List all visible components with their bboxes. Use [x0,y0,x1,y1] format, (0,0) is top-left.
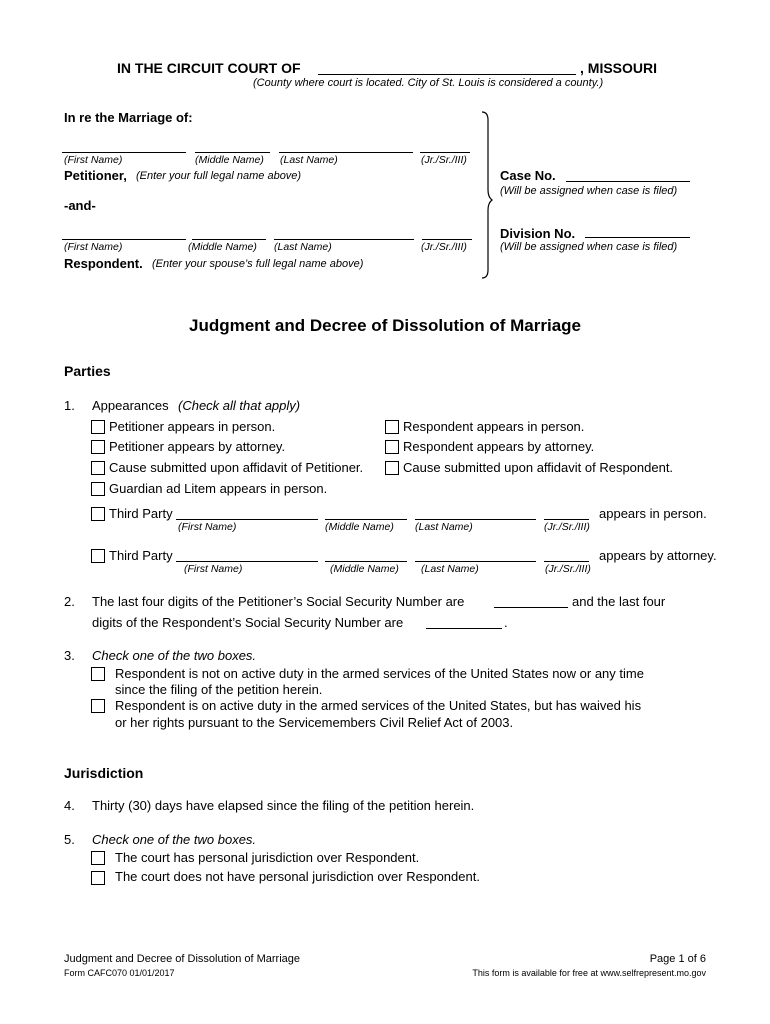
active-duty-waived-text-1: Respondent is on active duty in the armed services of the United States, but has waived his [115,698,642,713]
third-party-2-middle-label: (Middle Name) [330,563,399,575]
respondent-middle-label: (Middle Name) [188,241,257,253]
division-no-field[interactable] [585,237,690,238]
jurisdiction-heading: Jurisdiction [64,765,144,781]
petitioner-suffix-label: (Jr./Sr./III) [421,154,467,166]
appearances-label: Appearances [92,398,169,413]
petitioner-in-person-label: Petitioner appears in person. [109,419,276,434]
personal-jurisdiction-text: The court has personal jurisdiction over Respondent. [115,850,420,865]
appears-by-attorney-text: appears by attorney. [599,548,717,563]
respondent-middle-name-field[interactable] [192,239,266,240]
footer-title: Judgment and Decree of Dissolution of Marriage [64,953,301,965]
item5-number: 5. [64,832,75,847]
item2-period: . [504,615,508,630]
third-party-1-last-name-field[interactable] [415,519,536,520]
petitioner-note: (Enter your full legal name above) [136,170,302,182]
petitioner-middle-label: (Middle Name) [195,154,264,166]
case-no-note: (Will be assigned when case is filed) [500,185,678,197]
no-personal-jurisdiction-text: The court does not have personal jurisdiction over Respondent. [115,869,480,884]
not-active-duty-checkbox[interactable] [91,667,105,681]
third-party-2-suffix-field[interactable] [544,561,589,562]
guardian-ad-litem-checkbox[interactable] [91,482,105,496]
third-party-1-last-label: (Last Name) [415,521,473,533]
and-label: -and- [64,198,96,213]
personal-jurisdiction-checkbox[interactable] [91,851,105,865]
division-no-label: Division No. [500,226,576,241]
third-party-1-suffix-label: (Jr./Sr./III) [544,521,590,533]
item4-number: 4. [64,798,75,813]
respondent-first-label: (First Name) [64,241,123,253]
county-field[interactable] [318,74,576,75]
footer-availability: This form is available for free at www.selfrepresent.mo.gov [472,968,706,978]
third-party-1-first-name-field[interactable] [176,519,318,520]
third-party-2-middle-name-field[interactable] [325,561,407,562]
petitioner-in-person-checkbox[interactable] [91,420,105,434]
petitioner-first-name-field[interactable] [62,152,186,153]
petitioner-label: Petitioner, [64,168,127,183]
petitioner-last-label: (Last Name) [280,154,338,166]
item2-number: 2. [64,594,75,609]
third-party-1-middle-label: (Middle Name) [325,521,394,533]
item2-text-a: The last four digits of the Petitioner’s Social Security Number are [92,594,465,609]
court-label: IN THE CIRCUIT COURT OF [117,60,301,76]
county-note: (County where court is located. City of St. Louis is considered a county.) [253,77,604,89]
respondent-ssn-field[interactable] [426,628,502,629]
respondent-suffix-field[interactable] [422,239,472,240]
petitioner-ssn-field[interactable] [494,607,568,608]
petitioner-first-label: (First Name) [64,154,123,166]
respondent-first-name-field[interactable] [62,239,186,240]
respondent-last-name-field[interactable] [274,239,414,240]
third-party-in-person-label: Third Party [109,506,173,521]
appearances-note: (Check all that apply) [178,398,301,413]
third-party-by-attorney-label: Third Party [109,548,173,563]
petitioner-middle-name-field[interactable] [195,152,270,153]
petitioner-by-attorney-checkbox[interactable] [91,440,105,454]
active-duty-waived-text-2: or her rights pursuant to the Servicemembers Civil Relief Act of 2003. [115,715,514,730]
respondent-in-person-checkbox[interactable] [385,420,399,434]
active-duty-waived-checkbox[interactable] [91,699,105,713]
third-party-2-first-label: (First Name) [184,563,243,575]
item2-text-b: and the last four [572,594,666,609]
case-no-label: Case No. [500,168,556,183]
petitioner-affidavit-checkbox[interactable] [91,461,105,475]
appears-in-person-text: appears in person. [599,506,707,521]
third-party-2-suffix-label: (Jr./Sr./III) [545,563,591,575]
respondent-in-person-label: Respondent appears in person. [403,419,585,434]
item3-instruction: Check one of the two boxes. [92,648,257,663]
petitioner-by-attorney-label: Petitioner appears by attorney. [109,439,286,454]
third-party-2-last-label: (Last Name) [421,563,479,575]
third-party-by-attorney-checkbox[interactable] [91,549,105,563]
petitioner-affidavit-label: Cause submitted upon affidavit of Petitioner. [109,460,364,475]
item3-number: 3. [64,648,75,663]
respondent-last-label: (Last Name) [274,241,332,253]
page-title: Judgment and Decree of Dissolution of Marriage [188,316,581,335]
third-party-1-first-label: (First Name) [178,521,237,533]
state-label: , MISSOURI [580,60,658,76]
item2-text-c: digits of the Respondent’s Social Security Number are [92,615,404,630]
third-party-1-middle-name-field[interactable] [325,519,407,520]
footer-page-number: Page 1 of 6 [649,953,706,965]
item5-instruction: Check one of the two boxes. [92,832,257,847]
third-party-2-last-name-field[interactable] [415,561,536,562]
respondent-by-attorney-checkbox[interactable] [385,440,399,454]
third-party-1-suffix-field[interactable] [544,519,589,520]
not-active-duty-text-2: since the filing of the petition herein. [115,682,323,697]
item4-text: Thirty (30) days have elapsed since the filing of the petition herein. [92,798,475,813]
third-party-2-first-name-field[interactable] [176,561,318,562]
guardian-ad-litem-label: Guardian ad Litem appears in person. [109,481,328,496]
respondent-suffix-label: (Jr./Sr./III) [421,241,467,253]
parties-heading: Parties [64,363,111,379]
respondent-label: Respondent. [64,256,143,271]
case-no-field[interactable] [566,181,690,182]
respondent-note: (Enter your spouse’s full legal name above) [152,258,364,270]
division-no-note: (Will be assigned when case is filed) [500,241,678,253]
footer-form-number: Form CAFC070 01/01/2017 [64,968,175,978]
in-re-label: In re the Marriage of: [64,110,193,125]
respondent-affidavit-checkbox[interactable] [385,461,399,475]
no-personal-jurisdiction-checkbox[interactable] [91,871,105,885]
not-active-duty-text-1: Respondent is not on active duty in the armed services of the United States now or any time [115,666,644,681]
caption-brace [478,110,494,280]
petitioner-last-name-field[interactable] [279,152,413,153]
respondent-by-attorney-label: Respondent appears by attorney. [403,439,595,454]
item1-number: 1. [64,398,75,413]
respondent-affidavit-label: Cause submitted upon affidavit of Respondent. [403,460,674,475]
petitioner-suffix-field[interactable] [420,152,470,153]
third-party-in-person-checkbox[interactable] [91,507,105,521]
